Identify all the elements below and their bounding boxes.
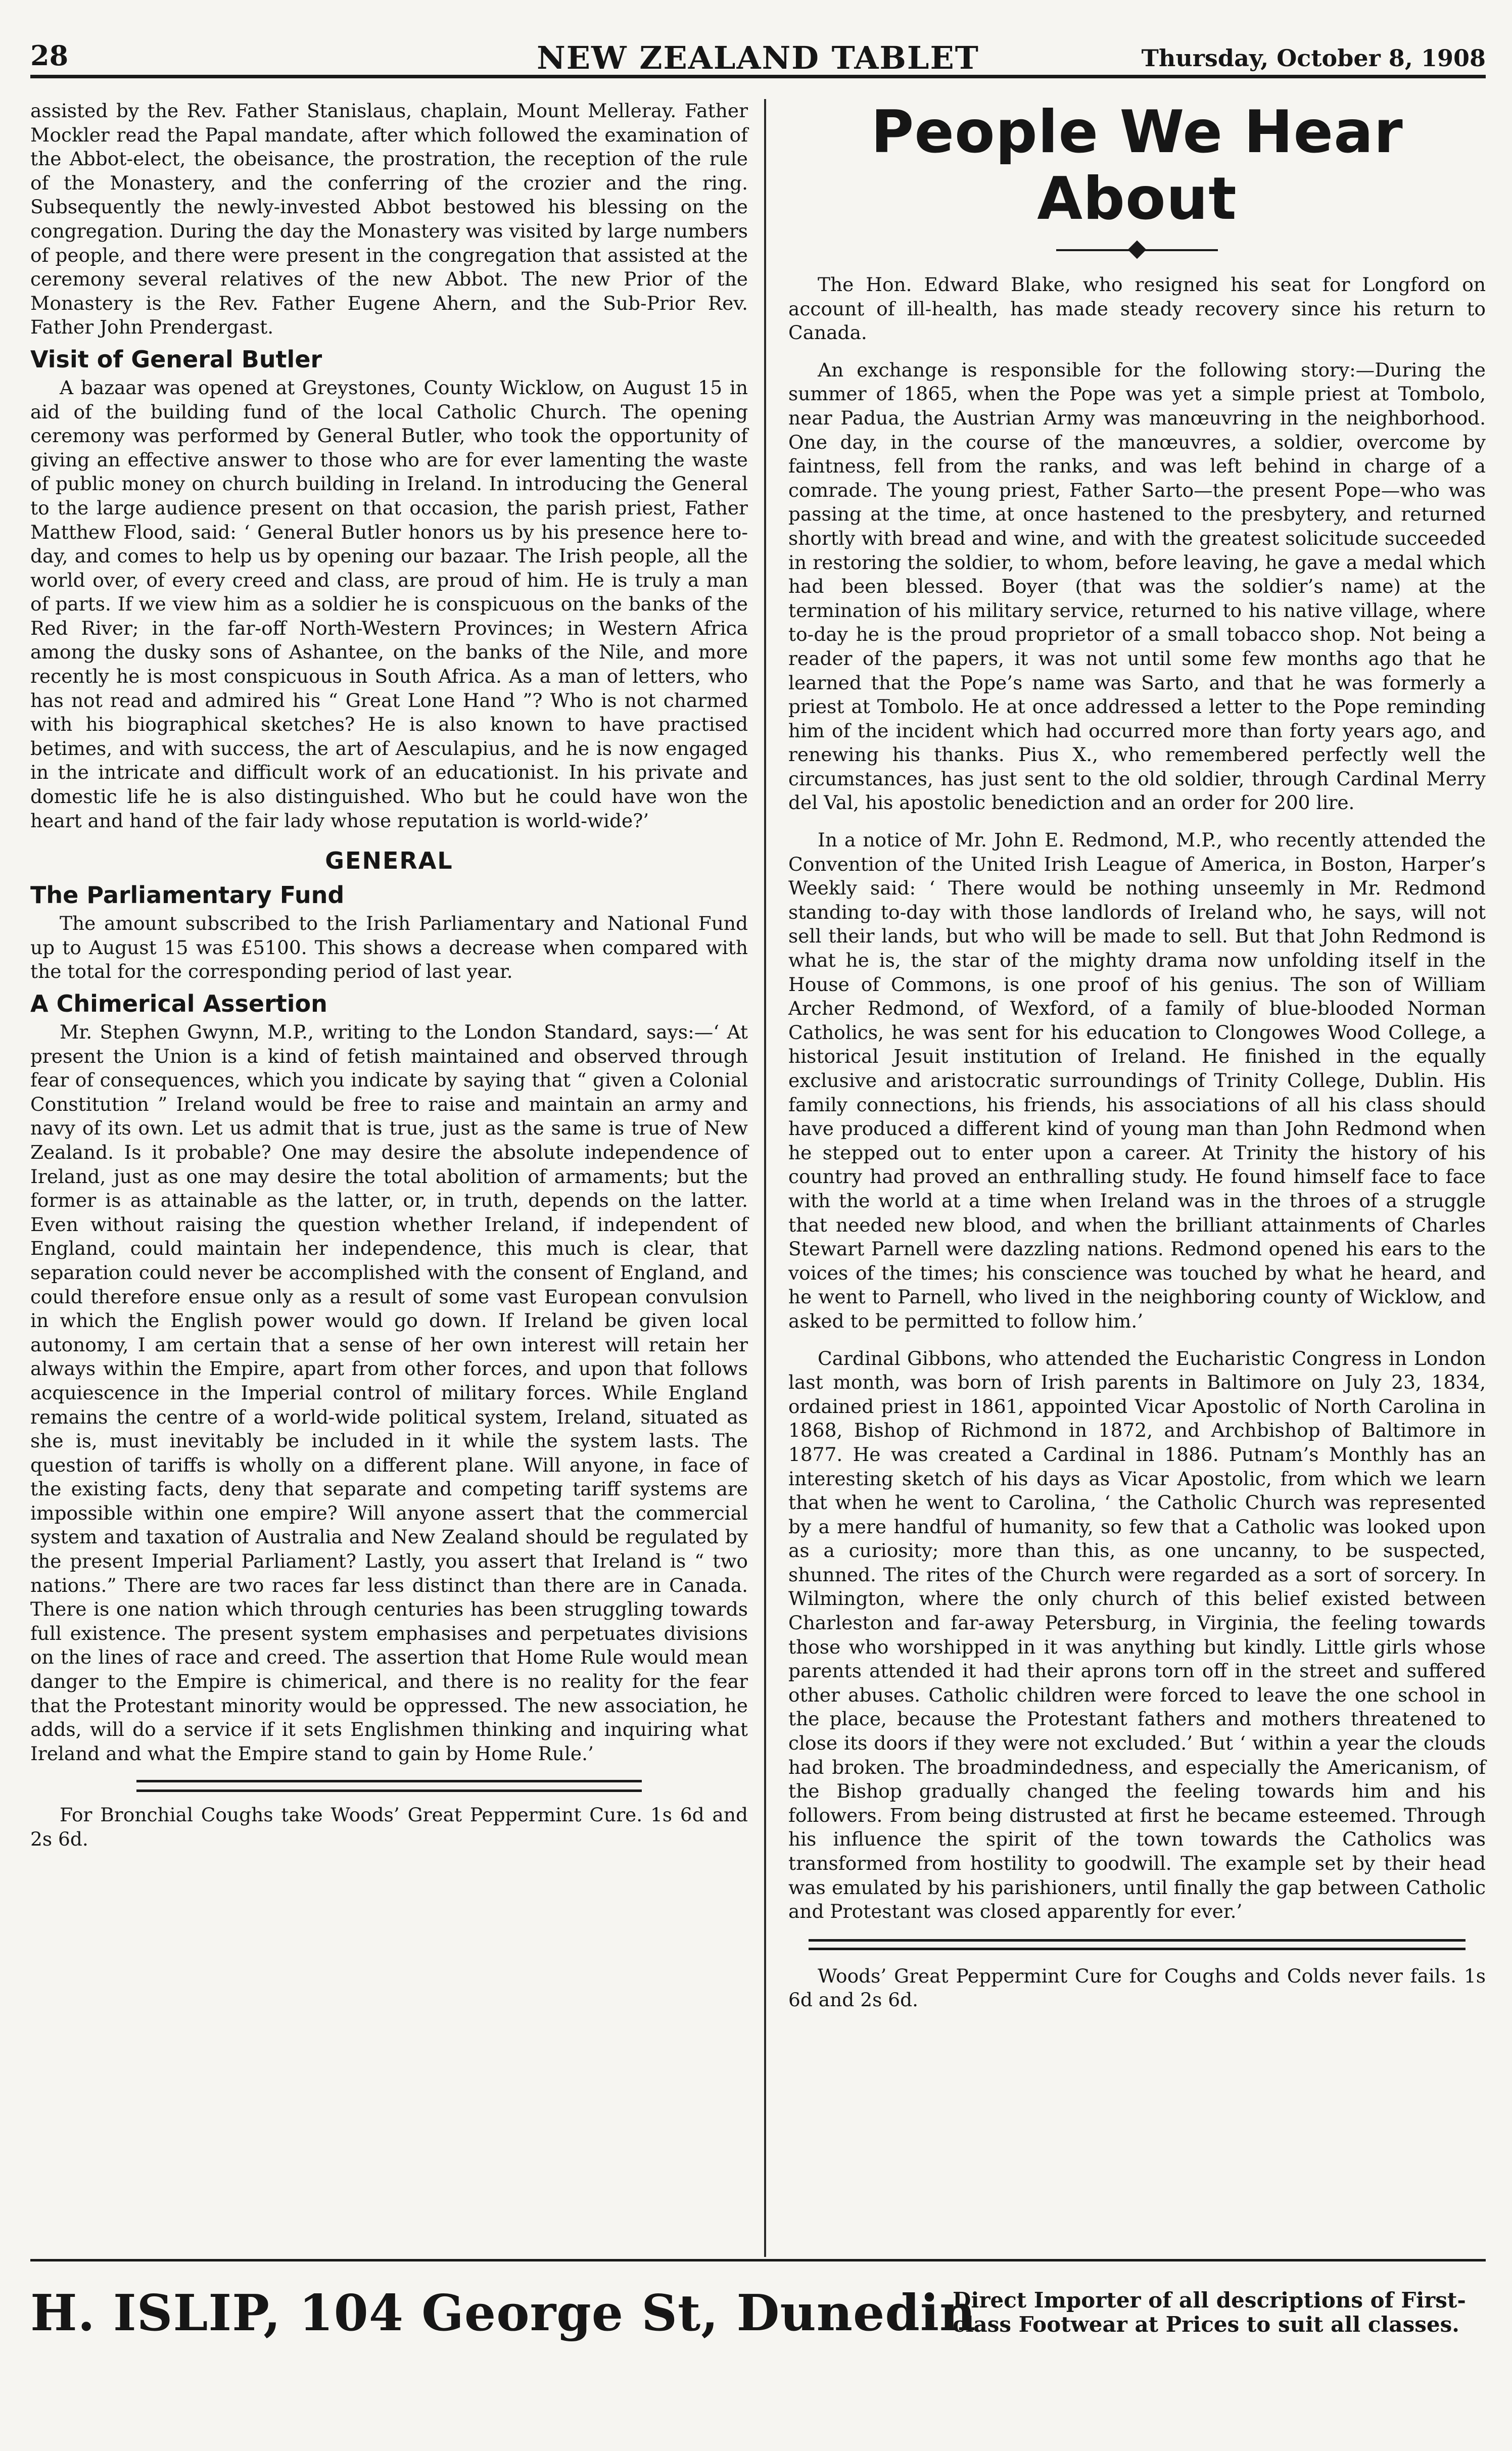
title-ornament bbox=[788, 240, 1486, 260]
redmond-paragraph: In a notice of Mr. John E. Redmond, M.P., who recently attended the Convention of the United Irish League of America, in Boston, Harper’s Weekly said: ‘ There would be nothing unseemly in Mr. Redmond standing to-day with those landlords of Ireland who, he says, will not sell their lands, but who will be made to sell. But that John Redmond is what he is, the star of the mighty drama now unfolding itself in the House of Commons, is one proof of his genius. The son of William Archer Redmond, of Wexford, of a family of blue-blooded Norman Catholics, he was sent for his education to Clongowes Wood College, a historical Jesuit institution of Ireland. He finished in the equally exclusive and aristocratic surroundings of Trinity College, Dublin. His family connections, his friends, his associations of all his class should have produced a different kind of young man than John Redmond when he stepped out to enter upon a career. At Trinity the history of his country had proved an enthralling study. He found himself face to face with the world at a time when Ireland was in the throes of a struggle that needed new blood, and when the brilliant attainments of Charles Stewart Parnell were dazzling nations. Redmond opened his ears to the voices of the times; his conscience was touched by what he heard, and he went to Parnell, who lived in the neighboring county of Wicklow, and asked to be permitted to follow him.’ bbox=[788, 829, 1486, 1332]
gibbons-paragraph: Cardinal Gibbons, who attended the Eucharistic Congress in London last month, was born of Irish parents in Baltimore on July 23, 1834, ordained priest in 1861, appointed Vicar Apostolic of North Carolina in 1868, Bishop of Richmond in 1872, and Archbishop of Baltimore in 1877. He was created a Cardinal in 1886. Putnam’s Monthly has an interesting sketch of his days as Vicar Apostolic, from which we learn that when he went to Carolina, ‘ the Catholic Church was represented by a mere handful of humanity, so few that a Catholic was looked upon as a curiosity; more than this, as one uncanny, to be suspected, shunned. The rites of the Church were regarded as a sort of sorcery. In Wilmington, where the only church of this belief existed between Charleston and far-away Petersburg, in Virginia, the feeling towards those who worshipped in it was anything but kindly. Little girls whose parents attended it had their aprons torn off in the street and suffered other abuses. Catholic children were forced to leave the one school in the place, because the Protestant fathers and mothers threatened to close its doors if they were not excluded.’ But ‘ within a year the clouds had broken. The broadmindedness, and especially the Americanism, of the Bishop gradually changed the feeling towards him and his followers. From being distrusted at first he became esteemed. Through his influence the spirit of the town towards the Catholics was transformed from hostility to goodwill. The example set by their head was emulated by his parishioners, until finally the gap between Catholic and Protestant was closed apparently for ever.’ bbox=[788, 1347, 1486, 1923]
pope-story-paragraph: An exchange is responsible for the following story:—During the summer of 1865, when the Pope was yet a simple priest at Tombolo, near Padua, the Austrian Army was manœuvring in the neighborhood. One day, in the course of the manœuvres, a soldier, overcome by faintness, fell from the ranks, and was left behind in charge of a comrade. The young priest, Father Sarto—the present Pope—who was passing at the time, at once hastened to the presbytery, and returned shortly with bread and wine, and with the greatest solicitude succeeded in restoring the soldier, to whom, before leaving, he gave a medal which had been blessed. Boyer (that was the soldier’s name) at the termination of his military service, returned to his native village, where to-day he is the proud proprietor of a small tobacco shop. Not being a reader of the papers, it was not until some few months ago that he learned that the Pope’s name was Sarto, and that he was formerly a priest at Tombolo. He at once addressed a letter to the Pope reminding him of the incident which had occurred more than forty years ago, and renewing his thanks. Pius X., who remembered perfectly well the circumstances, has just sent to the old soldier, through Cardinal Merry del Val, his apostolic benediction and an order for 200 lire. bbox=[788, 358, 1486, 814]
footer-advertiser: H. ISLIP, 104 George St, Dunedin bbox=[30, 2284, 976, 2342]
newspaper-title: NEW ZEALAND TABLET bbox=[537, 39, 979, 76]
abbot-installation-paragraph: assisted by the Rev. Father Stanislaus, chaplain, Mount Melleray. Father Mockler read the Papal mandate, after which followed the examination of the Abbot-elect, the obeisance, the prostration, the reception of the rule of the Monastery, and the conferring of the crozier and the ring. Subsequently the newly-invested Abbot bestowed his blessing on the congregation. During the day the Monastery was visited by large numbers of people, and there were present in the congregation that assisted at the ceremony several relatives of the new Abbot. The new Prior of the Monastery is the Rev. Father Eugene Ahern, and the Sub-Prior Rev. Father John Prendergast. bbox=[30, 100, 748, 339]
heading-general: GENERAL bbox=[325, 847, 453, 875]
heading-visit-general-butler: Visit of General Butler bbox=[30, 345, 322, 373]
issue-date: Thursday, October 8, 1908 bbox=[1141, 44, 1486, 72]
footer-tagline: Direct Importer of all descriptions of First-class Footwear at Prices to suit all classes. bbox=[953, 2288, 1466, 2337]
masthead bbox=[30, 39, 1486, 78]
heading-parliamentary-fund: The Parliamentary Fund bbox=[30, 881, 345, 909]
page-number: 28 bbox=[30, 39, 69, 72]
fund-paragraph: The amount subscribed to the Irish Parliamentary and National Fund up to August 15 was £5100. This shows a decrease when compared with the total for the corresponding period of last year. bbox=[30, 912, 748, 983]
peppermint-cure-ad-left: For Bronchial Coughs take Woods’ Great Peppermint Cure. 1s 6d and 2s 6d. bbox=[30, 1804, 748, 1850]
section-divider-right bbox=[809, 1939, 1466, 1950]
footer-advertisement bbox=[30, 2259, 1486, 2360]
right-column bbox=[788, 99, 1486, 2012]
column-rule bbox=[764, 99, 766, 2257]
left-column bbox=[30, 99, 748, 1852]
section-divider bbox=[136, 1780, 642, 1792]
butler-paragraph: A bazaar was opened at Greystones, County Wicklow, on August 15 in aid of the building fund of the local Catholic Church. The opening ceremony was performed by General Butler, who took the opportunity of giving an effective answer to those who are for ever lamenting the waste of public money on church building in Ireland. In introducing the General to the large audience present on that occasion, the parish priest, Father Matthew Flood, said: ‘ General Butler honors us by his presence here to-day, and comes to help us by opening our bazaar. The Irish people, all the world over, of every creed and class, are proud of him. He is truly a man of parts. If we view him as a soldier he is conspicuous on the banks of the Red River; in the far-off North-Western Provinces; in Western Africa among the dusky sons of Ashantee, on the banks of the Nile, and more recently he is most conspicuous in South Africa. As a man of letters, who has not read and admired his “ Great Lone Hand ”? Who is not charmed with his biographical sketches? He is also known to have practised betimes, and with success, the art of Aesculapius, and he is now engaged in the intricate and difficult work of an educationist. In his private and domestic life he is also distinguished. Who but he could have won the heart and hand of the fair lady whose reputation is world-wide?’ bbox=[30, 376, 748, 832]
assertion-paragraph: Mr. Stephen Gwynn, M.P., writing to the London Standard, says:—‘ At present the Union is a kind of fetish maintained and observed through fear of consequences, which you indicate by saying that “ given a Colonial Constitution ” Ireland would be free to raise and maintain an army and navy of its own. Let us admit that is true, just as the same is true of New Zealand. Is it probable? One may desire the absolute independence of Ireland, just as one may desire the total abolition of armaments; but the former is as attainable as the latter, or, in truth, depends on the latter. Even without raising the question whether Ireland, if independent of England, could maintain her independence, this much is clear, that separation could never be accomplished with the consent of England, and could therefore ensue only as a result of some vast European convulsion in which the English power would go down. If Ireland be given local autonomy, I am certain that a sense of her own interest will retain her always within the Empire, apart from other forces, and upon that follows acquiescence in the Imperial control of military forces. While England remains the centre of a world-wide political system, Ireland, situated as she is, must inevitably be included in it while the system lasts. The question of tariffs is wholly on a different plane. Will anyone, in face of the existing facts, deny that separate and competing tariff systems are impossible within one empire? Will anyone assert that the commercial system and taxation of Australia and New Zealand should be regulated by the present Imperial Parliament? Lastly, you assert that Ireland is “ two nations.” There are two races far less distinct than there are in Canada. There is one nation which through centuries has been struggling towards full existence. The present system emphasises and perpetuates divisions on the lines of race and creed. The assertion that Home Rule would mean danger to the Empire is chimerical, and there is no reality for the fear that the Protestant minority would be oppressed. The new association, he adds, will do a service if it sets Englishmen thinking and inquiring what Ireland and what the Empire stand to gain by Home Rule.’ bbox=[30, 1021, 748, 1765]
feature-title: People We Hear About bbox=[871, 98, 1403, 233]
blake-paragraph: The Hon. Edward Blake, who resigned his seat for Longford on account of ill-health, has made steady recovery since his return to Canada. bbox=[788, 273, 1486, 344]
peppermint-cure-ad-right: Woods’ Great Peppermint Cure for Coughs and Colds never fails. 1s 6d and 2s 6d. bbox=[788, 1964, 1486, 2011]
footer-rule bbox=[30, 2259, 1486, 2261]
heading-chimerical-assertion: A Chimerical Assertion bbox=[30, 990, 327, 1017]
